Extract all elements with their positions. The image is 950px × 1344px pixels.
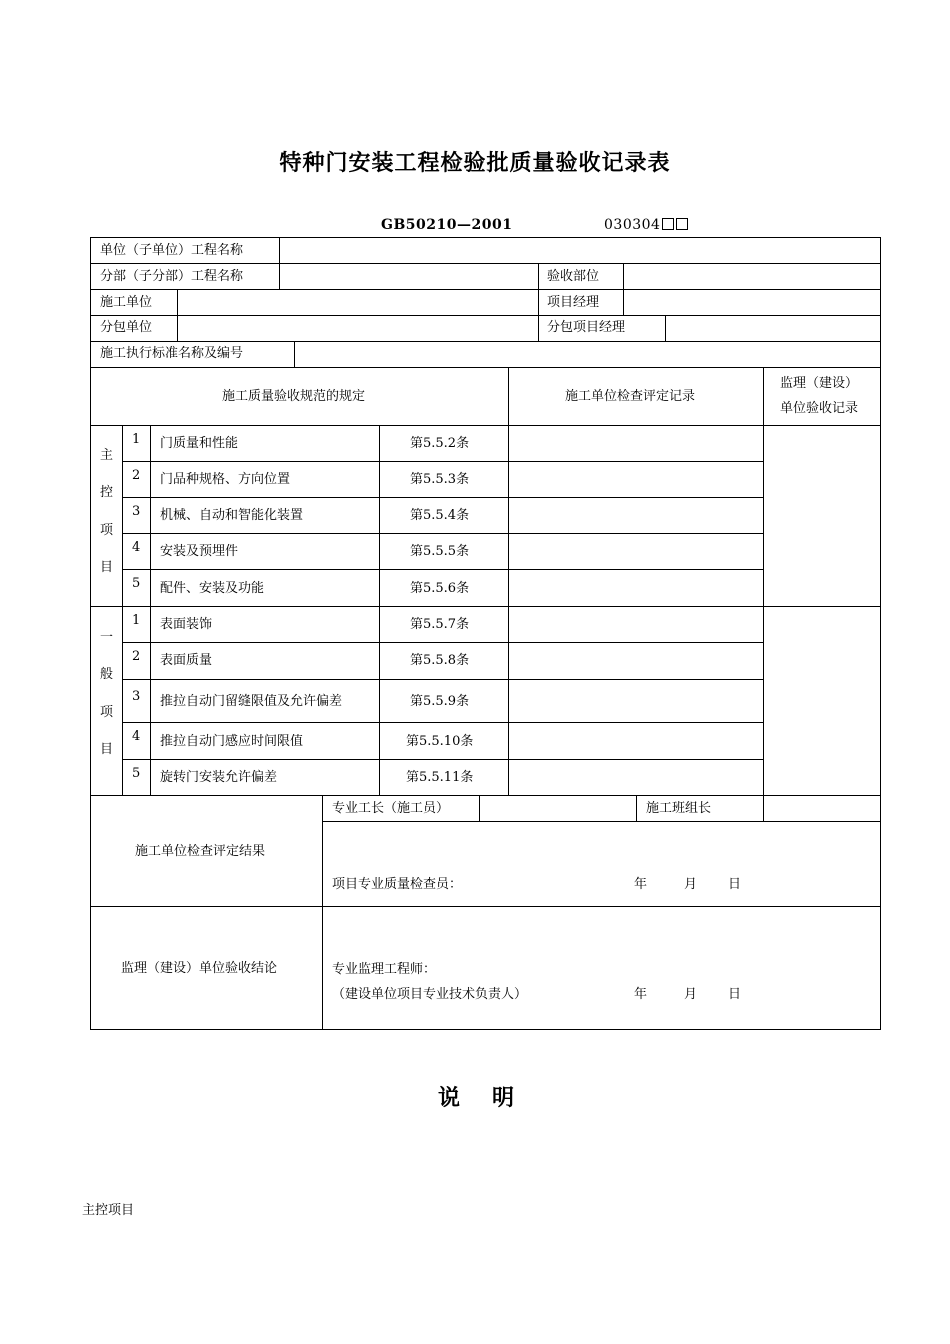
line	[122, 497, 764, 498]
line	[479, 795, 480, 821]
line	[379, 425, 380, 795]
line	[322, 821, 881, 822]
item-number: 5	[132, 576, 141, 591]
sub-project-name-label: 分部（子分部）工程名称	[100, 269, 244, 284]
code-box-1	[662, 218, 674, 230]
date-year: 年	[634, 987, 648, 1002]
item-number: 3	[132, 689, 141, 704]
line	[90, 263, 881, 264]
item-clause: 第5.5.8条	[410, 653, 470, 668]
item-clause: 第5.5.9条	[410, 694, 470, 709]
item-number: 1	[132, 432, 141, 447]
main-items-label-char: 项	[100, 523, 114, 538]
item-clause: 第5.5.10条	[406, 734, 474, 749]
line	[623, 263, 624, 315]
item-number: 5	[132, 766, 141, 781]
line	[90, 237, 91, 1030]
spec-column-header: 施工质量验收规范的规定	[222, 389, 366, 404]
item-clause: 第5.5.7条	[410, 617, 470, 632]
item-clause: 第5.5.2条	[410, 436, 470, 451]
line	[90, 237, 881, 238]
date-day: 日	[728, 987, 742, 1002]
line	[150, 425, 151, 795]
item-name: 表面质量	[160, 653, 213, 668]
execution-standard-label: 施工执行标准名称及编号	[100, 346, 244, 361]
date-month: 月	[684, 877, 698, 892]
item-number: 3	[132, 504, 141, 519]
team-leader-label: 施工班组长	[646, 801, 712, 816]
supervisor-column-header-line2: 单位验收记录	[780, 401, 859, 416]
owner-tech-label: （建设单位项目专业技术负责人）	[332, 987, 528, 1002]
date-year: 年	[634, 877, 648, 892]
notes-first-item: 主控项目	[82, 1203, 135, 1218]
line	[279, 237, 280, 289]
foreman-label: 专业工长（施工员）	[332, 801, 450, 816]
line	[636, 795, 637, 821]
item-clause: 第5.5.4条	[410, 508, 470, 523]
date-day: 日	[728, 877, 742, 892]
general-items-label-char: 一	[100, 630, 114, 645]
item-number: 2	[132, 649, 141, 664]
line	[90, 289, 881, 290]
item-clause: 第5.5.3条	[410, 472, 470, 487]
item-clause: 第5.5.11条	[406, 770, 474, 785]
item-number: 1	[132, 613, 141, 628]
date-month: 月	[684, 987, 698, 1002]
standard-number: GB50210—2001	[381, 217, 513, 233]
line	[122, 759, 764, 760]
item-name: 门质量和性能	[160, 436, 239, 451]
line	[763, 367, 764, 821]
supervisor-column-header-line1: 监理（建设）	[780, 376, 859, 391]
item-name: 安装及预埋件	[160, 544, 239, 559]
check-record-column-header: 施工单位检查评定记录	[565, 389, 696, 404]
line	[90, 341, 881, 342]
general-items-label-char: 目	[100, 742, 114, 757]
code-box-2	[676, 218, 688, 230]
line	[90, 315, 881, 316]
line	[322, 795, 323, 1030]
supervisor-engineer-label: 专业监理工程师：	[332, 962, 437, 977]
line	[122, 722, 764, 723]
line	[90, 906, 881, 907]
item-number: 2	[132, 468, 141, 483]
item-name: 旋转门安装允许偏差	[160, 770, 278, 785]
item-name: 机械、自动和智能化装置	[160, 508, 304, 523]
item-name: 推拉自动门留缝限值及允许偏差	[160, 694, 343, 709]
item-number: 4	[132, 540, 141, 555]
item-clause: 第5.5.6条	[410, 581, 470, 596]
line	[880, 237, 881, 1030]
item-name: 推拉自动门感应时间限值	[160, 734, 304, 749]
main-items-label-char: 目	[100, 560, 114, 575]
project-manager-label: 项目经理	[547, 295, 600, 310]
notes-heading-char: 说	[438, 1086, 461, 1111]
notes-heading-char: 明	[492, 1086, 515, 1111]
line	[122, 425, 123, 795]
item-name: 门品种规格、方向位置	[160, 472, 291, 487]
line	[665, 315, 666, 341]
main-items-label-char: 控	[100, 485, 114, 500]
line	[122, 642, 764, 643]
general-items-label-char: 般	[100, 667, 114, 682]
item-clause: 第5.5.5条	[410, 544, 470, 559]
check-result-label: 施工单位检查评定结果	[135, 844, 266, 859]
item-name: 表面装饰	[160, 617, 213, 632]
line	[122, 569, 764, 570]
line	[294, 341, 295, 367]
line	[508, 367, 509, 795]
acceptance-part-label: 验收部位	[547, 269, 600, 284]
line	[90, 1029, 881, 1030]
form-title: 特种门安装工程检验批质量验收记录表	[279, 151, 671, 176]
item-number: 4	[132, 729, 141, 744]
form-code-text: 030304	[604, 217, 661, 233]
line	[122, 461, 764, 462]
line	[177, 289, 178, 341]
general-items-label-char: 项	[100, 705, 114, 720]
construction-unit-label: 施工单位	[100, 295, 153, 310]
main-items-label-char: 主	[100, 448, 114, 463]
item-name: 配件、安装及功能	[160, 581, 265, 596]
subcontract-unit-label: 分包单位	[100, 320, 153, 335]
project-name-label: 单位（子单位）工程名称	[100, 243, 244, 258]
notes-heading	[438, 1081, 514, 1112]
line	[538, 263, 539, 341]
form-code	[604, 217, 688, 233]
subcontract-manager-label: 分包项目经理	[547, 320, 626, 335]
quality-inspector-label: 项目专业质量检查员：	[332, 877, 463, 892]
line	[122, 679, 764, 680]
line	[122, 533, 764, 534]
supervisor-conclusion-label: 监理（建设）单位验收结论	[121, 961, 278, 976]
